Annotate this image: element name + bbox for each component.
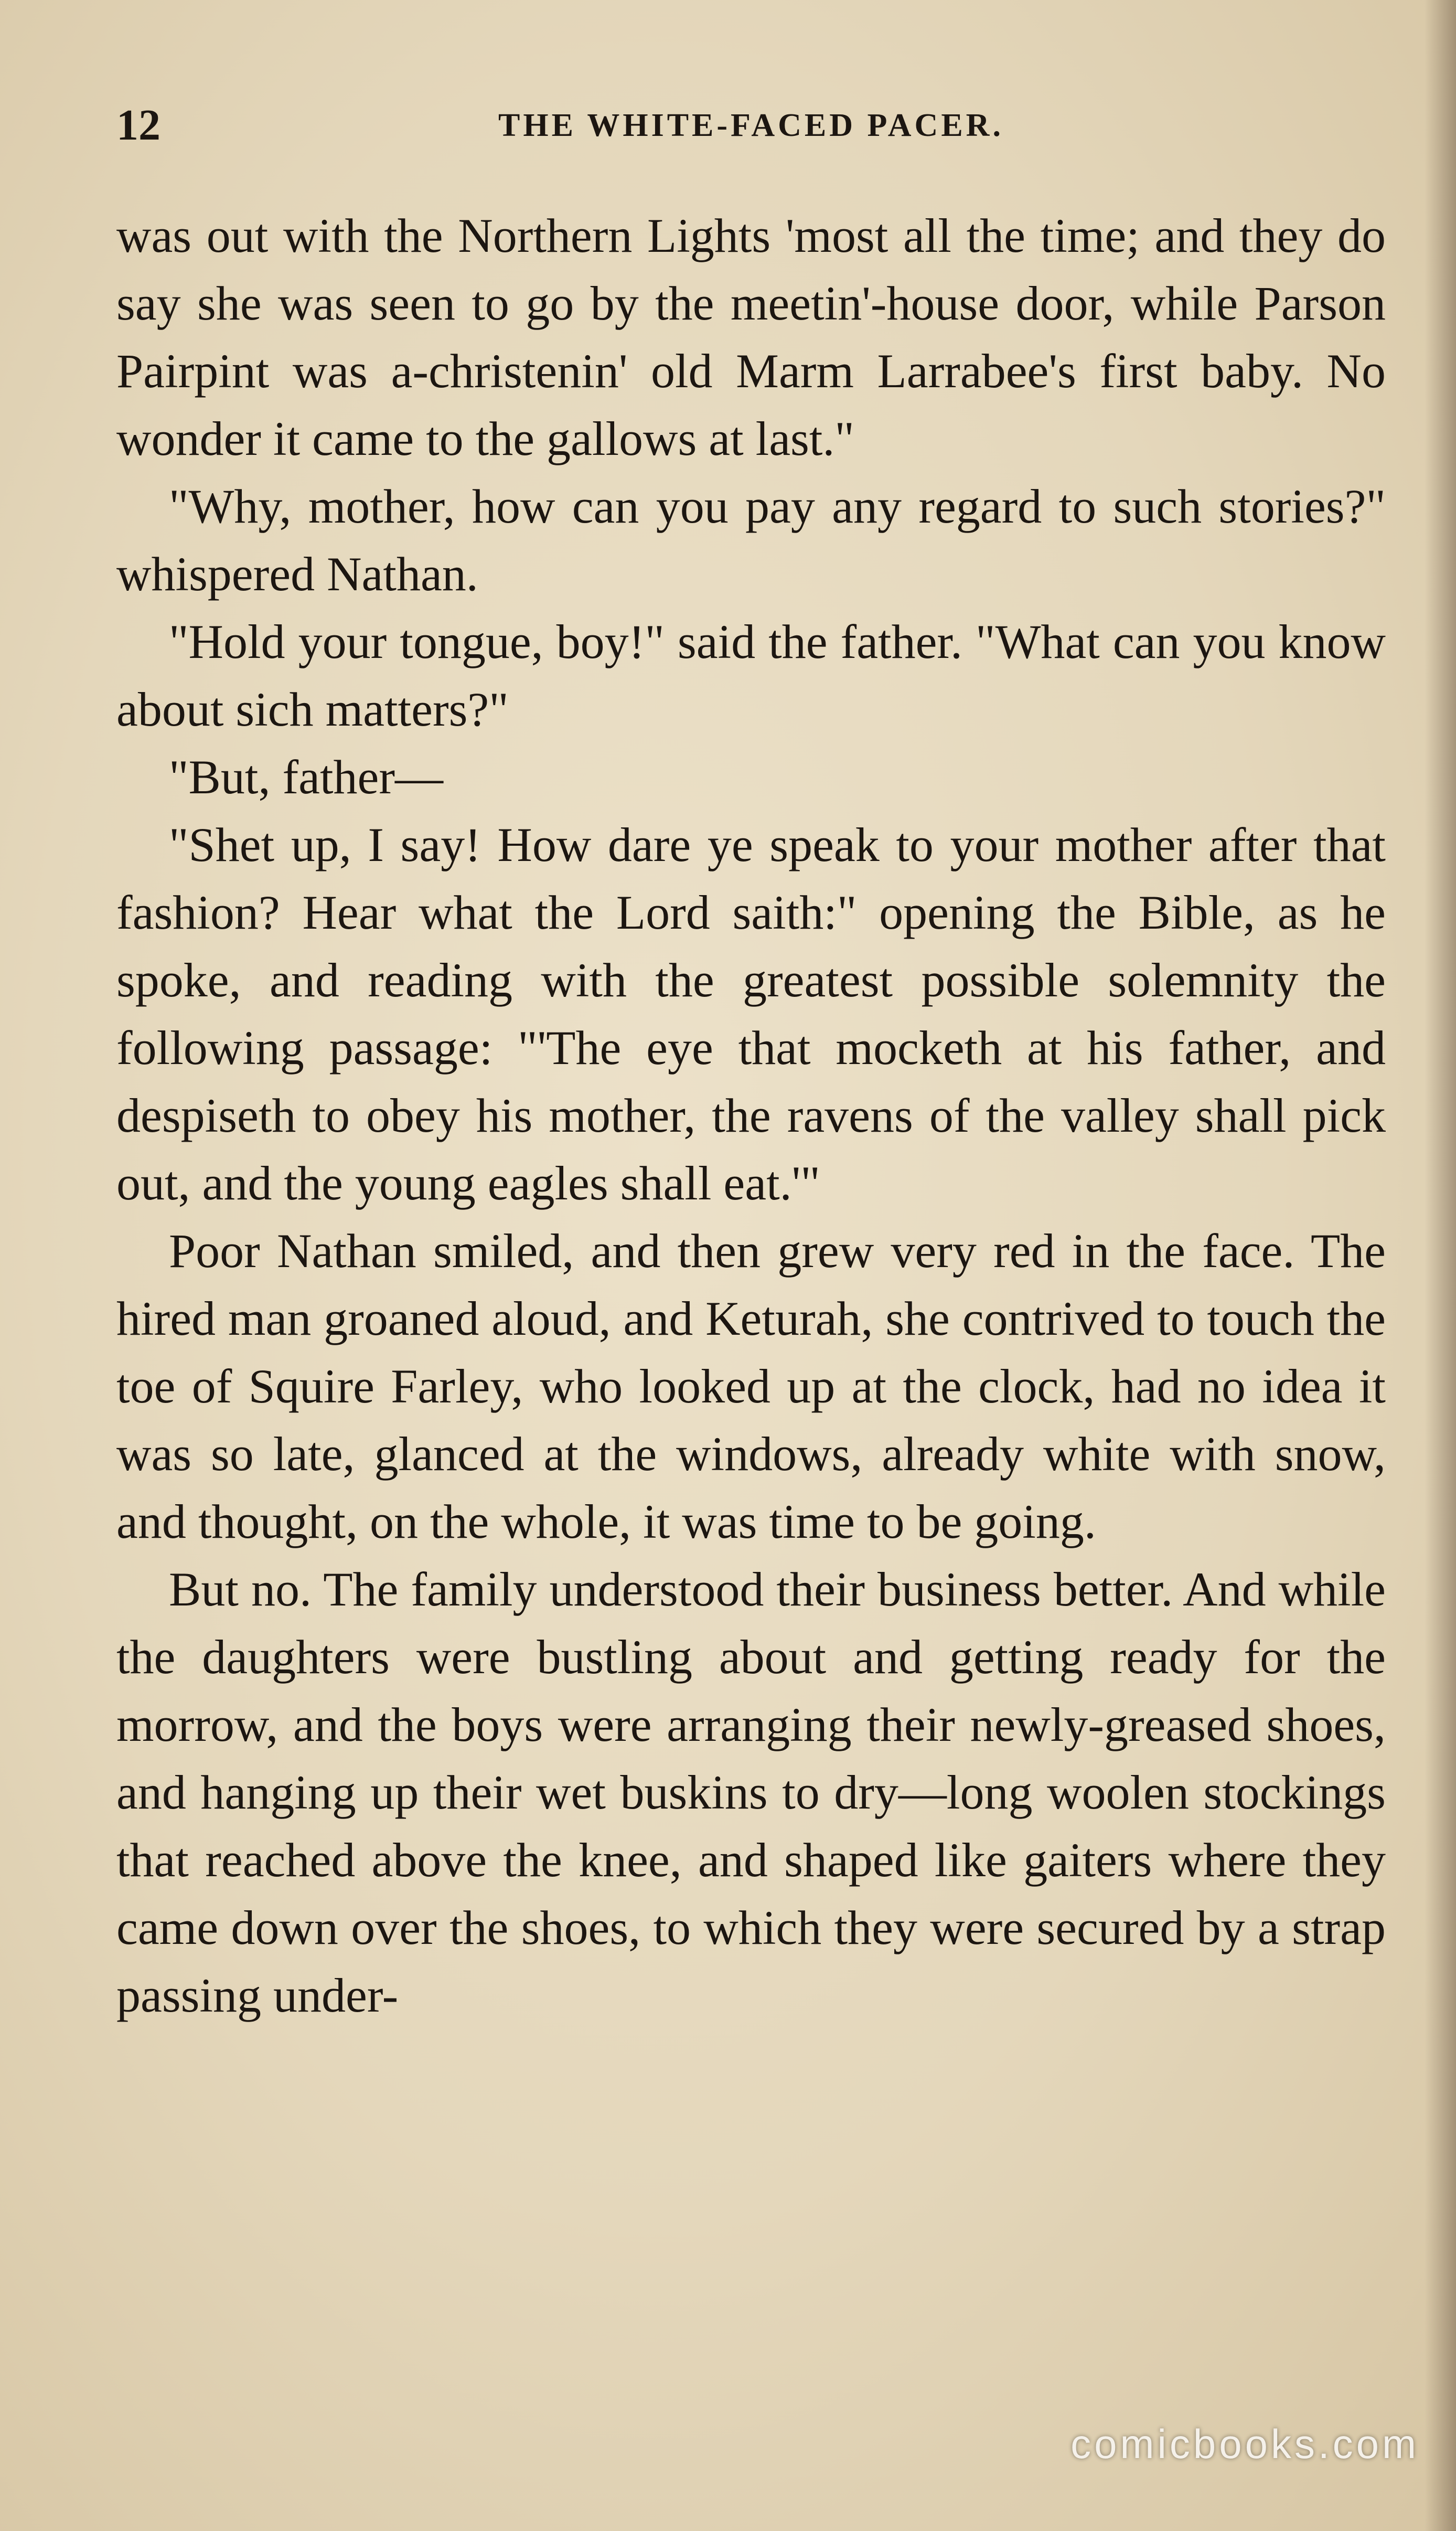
running-title: THE WHITE-FACED PACER. [498, 108, 1004, 143]
watermark: comicbooks.com [1070, 2421, 1419, 2467]
paragraph: "Hold your tongue, boy!" said the father. "What can you know about sich matters?" [116, 615, 1386, 736]
paragraph: "Why, mother, how can you pay any regard to such stories?" whispered Nathan. [116, 480, 1386, 601]
page-header [116, 100, 1386, 157]
paragraph: was out with the Northern Lights 'most all the time; and they do say she was seen to go by the meetin'-house door, while Parson Pairpint was a-christenin' old Marm Larrabee's first baby. No wonder it came to the gallows at last." [116, 209, 1386, 465]
paragraph: "Shet up, I say! How dare ye speak to your mother after that fashion? Hear what the Lord saith:" opening the Bible, as he spoke, and reading with the greatest possible solemnity the following passage: "'The eye that mocketh at his father, and despiseth to obey his mother, the ravens of the valley shall pick out, and the young eagles shall eat.'" [116, 818, 1386, 1210]
page-number: 12 [116, 101, 160, 150]
body-text [116, 202, 1386, 2029]
paragraph: Poor Nathan smiled, and then grew very red in the face. The hired man groaned aloud, and Keturah, she contrived to touch the toe of Squire Farley, who looked up at the clock, had no idea it was so late, glanced at the windows, already white with snow, and thought, on the whole, it was time to be going. [116, 1224, 1386, 1548]
paragraph: "But, father— [169, 750, 443, 804]
paragraph: But no. The family understood their business better. And while the daughters were bustling about and getting ready for the morrow, and the boys were arranging their newly-greased shoes, and hanging up their wet buskins to dry—long woolen stockings that reached above the knee, and shaped like gaiters where they came down over the shoes, to which they were secured by a strap passing under- [116, 1562, 1386, 2022]
